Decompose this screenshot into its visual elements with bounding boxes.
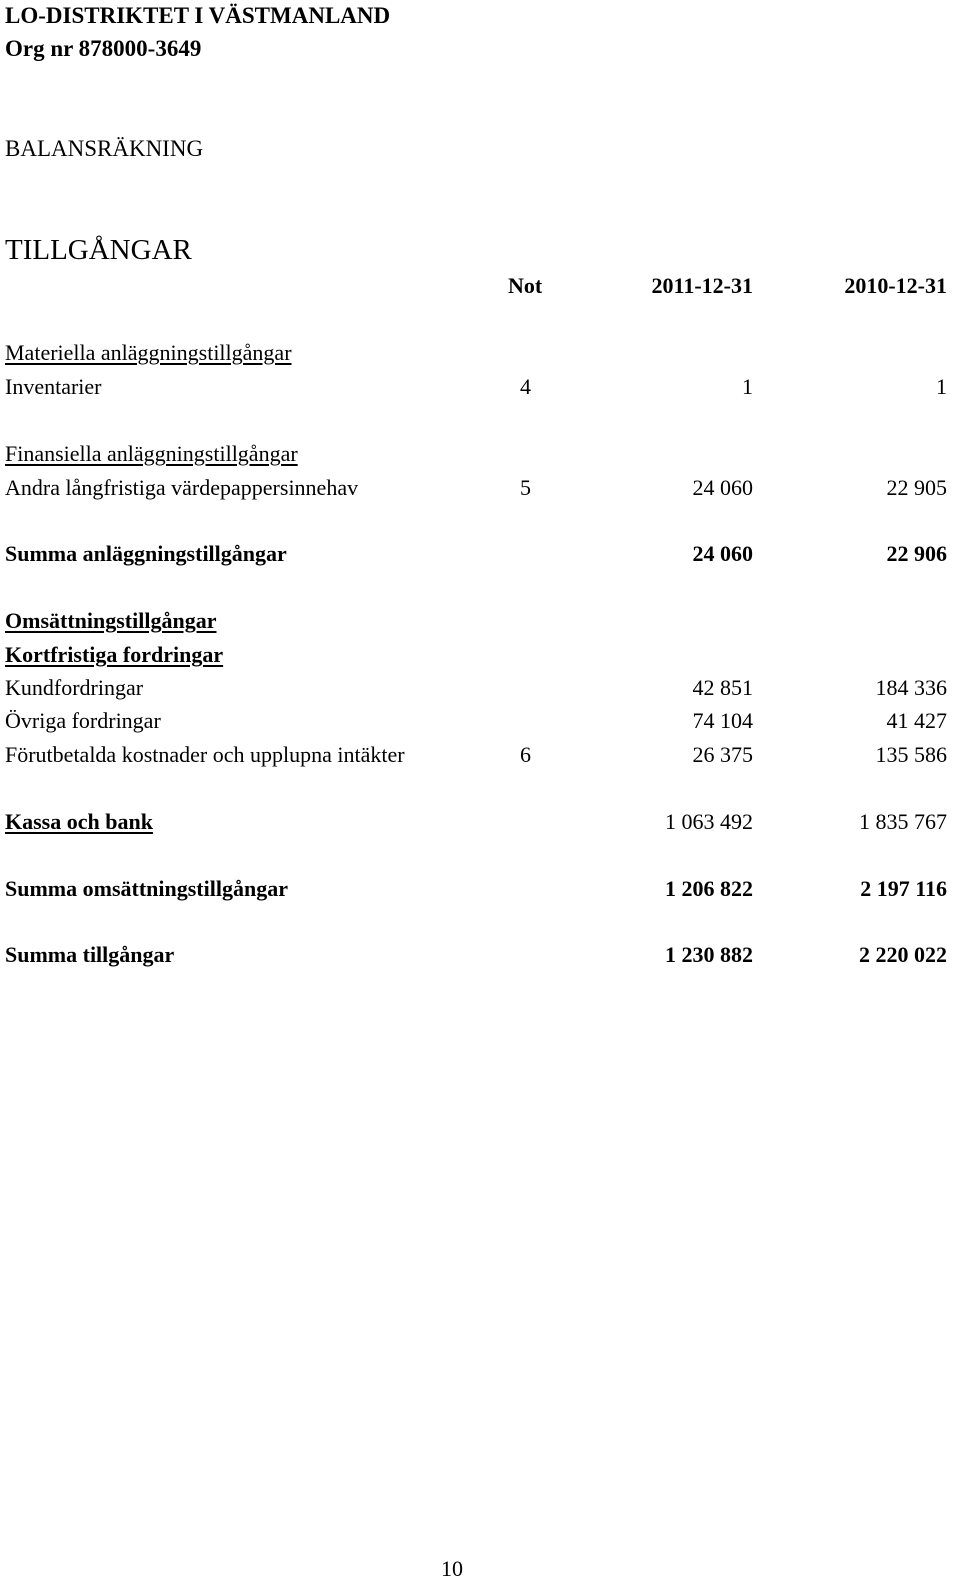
heading-kortfristiga: Kortfristiga fordringar <box>5 642 224 667</box>
page-number: 10 <box>441 1556 463 1581</box>
row-label-ovriga: Övriga fordringar <box>5 708 161 733</box>
row-label-inventarier: Inventarier <box>5 374 102 399</box>
row-current-andra: 24 060 <box>692 475 753 500</box>
row-previous-andra: 22 905 <box>886 475 947 500</box>
row-previous-kund: 184 336 <box>875 675 947 700</box>
row-current-inventarier: 1 <box>742 374 753 399</box>
row-label-kund: Kundfordringar <box>5 675 144 700</box>
row-not-inventarier: 4 <box>520 374 531 399</box>
section-title: TILLGÅNGAR <box>5 234 192 266</box>
row-current-summa-tillg: 1 230 882 <box>665 942 753 967</box>
org-name: LO-DISTRIKTET I VÄSTMANLAND <box>5 3 391 28</box>
row-not-andra: 5 <box>520 475 531 500</box>
row-previous-ovriga: 41 427 <box>886 708 947 733</box>
row-previous-summa-anl: 22 906 <box>886 541 947 566</box>
page-title: BALANSRÄKNING <box>5 136 204 161</box>
row-current-ovriga: 74 104 <box>692 708 753 733</box>
column-header-not: Not <box>508 273 543 298</box>
row-label-summa-anl: Summa anläggningstillgångar <box>5 541 287 566</box>
row-current-summa-oms: 1 206 822 <box>665 876 753 901</box>
column-header-previous: 2010-12-31 <box>844 273 947 298</box>
row-previous-inventarier: 1 <box>936 374 947 399</box>
heading-omsattning: Omsättningstillgångar <box>5 608 217 633</box>
heading-materiella: Materiella anläggningstillgångar <box>5 340 292 365</box>
row-label-forutbet: Förutbetalda kostnader och upplupna intäkter <box>5 742 405 767</box>
heading-finansiella: Finansiella anläggningstillgångar <box>5 441 298 466</box>
row-current-kund: 42 851 <box>692 675 753 700</box>
row-not-forutbet: 6 <box>520 742 531 767</box>
org-number: Org nr 878000-3649 <box>5 36 202 61</box>
row-previous-summa-oms: 2 197 116 <box>860 876 947 901</box>
row-current-summa-anl: 24 060 <box>692 541 753 566</box>
row-label-kassa: Kassa och bank <box>5 809 153 834</box>
row-previous-kassa: 1 835 767 <box>859 809 947 834</box>
column-header-current: 2011-12-31 <box>651 273 753 298</box>
row-previous-summa-tillg: 2 220 022 <box>859 942 947 967</box>
row-current-kassa: 1 063 492 <box>665 809 753 834</box>
row-label-summa-oms: Summa omsättningstillgångar <box>5 876 288 901</box>
row-label-andra: Andra långfristiga värdepappersinnehav <box>5 475 359 500</box>
row-current-forutbet: 26 375 <box>692 742 753 767</box>
row-label-summa-tillg: Summa tillgångar <box>5 942 175 967</box>
row-previous-forutbet: 135 586 <box>875 742 947 767</box>
